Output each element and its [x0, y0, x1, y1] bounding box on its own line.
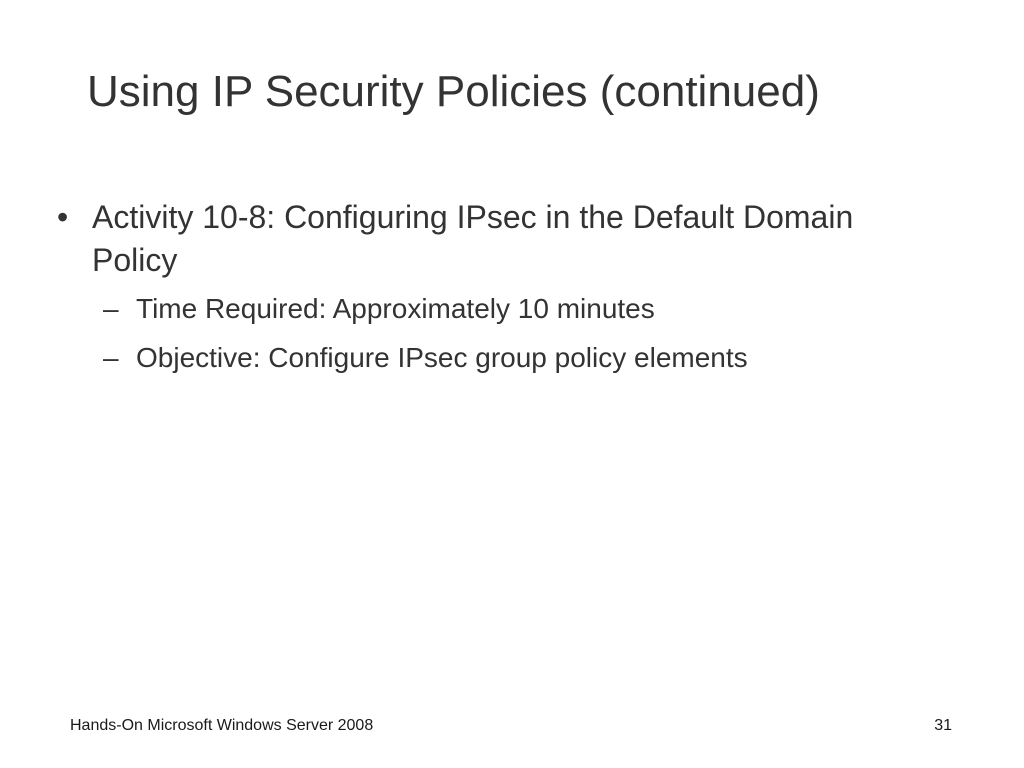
- bullet-item: [57, 196, 887, 282]
- sub-bullet-text: Time Required: Approximately 10 minutes: [136, 293, 655, 324]
- footer-title: Hands-On Microsoft Windows Server 2008: [70, 717, 374, 734]
- bullet-text: Activity 10-8: Configuring IPsec in the Default Domain Policy: [92, 199, 854, 278]
- slide-body: [57, 196, 887, 388]
- slide-title: Using IP Security Policies (continued): [87, 67, 820, 116]
- page-number: 31: [934, 717, 952, 734]
- sub-bullet-item: [57, 290, 887, 328]
- sub-bullet-list: [57, 290, 887, 377]
- dash-marker: –: [103, 342, 119, 373]
- sub-bullet-item: [57, 339, 887, 377]
- sub-bullet-text: Objective: Configure IPsec group policy elements: [136, 342, 748, 373]
- bullet-marker: •: [57, 199, 69, 235]
- dash-marker: –: [103, 293, 119, 324]
